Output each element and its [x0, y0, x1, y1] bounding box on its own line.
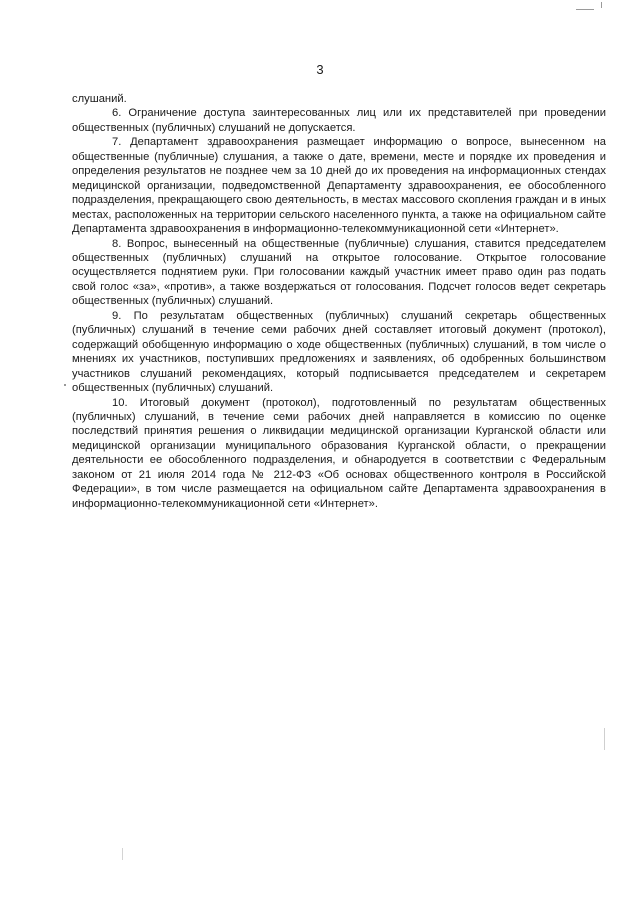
paragraph-item-8: 8. Вопрос, вынесенный на общественные (публичные) слушания, ставится председателем общественных (публичных) слушаний на открытое голосование. Открытое голосование осуществляется поднятием руки. При голосовании каждый участник имеет право один раз подать свой голос «за», «против», а также воздержаться от голосования. Подсчет голосов ведет секретарь общественных (публичных) слушаний.: [72, 237, 606, 308]
scan-artifact-dot: [64, 384, 66, 386]
paragraph-item-6: 6. Ограничение доступа заинтересованных лиц или их представителей при проведении общественных (публичных) слушаний не допускается.: [72, 107, 606, 134]
paragraph-item-7: 7. Департамент здравоохранения размещает информацию о вопросе, вынесенном на общественные (публичные) слушания, а также о дате, времени, месте и порядке их проведения и определения результатов не позднее чем за 10 дней до их проведения на информационных стендах медицинской организации, подведомственной Департаменту здравоохранения, ее обособленного подразделения, прекращающего свою деятельность, в местах массового скопления граждан и в иных местах, расположенных на территории сельского населенного пункта, а также на официальном сайте Департамента здравоохранения в информационно-телекоммуникационной сети «Интернет».: [72, 136, 606, 236]
document-body: [72, 92, 606, 511]
scan-artifact-tick: [601, 2, 602, 8]
scan-artifact-edge-line: [604, 728, 605, 750]
paragraph-continuation: слушаний.: [72, 93, 127, 105]
page-number: 3: [316, 62, 324, 77]
scan-artifact-bottom-line: [122, 848, 123, 860]
scan-artifact-dash: [576, 9, 594, 10]
paragraph-item-9: 9. По результатам общественных (публичных) слушаний секретарь общественных (публичных) слушаний в течение семи рабочих дней составляет итоговый документ (протокол), содержащий обобщенную информацию о ходе общественных (публичных) слушаний, в том числе о мнениях их участников, поступивших предложениях и заявлениях, об одобренных большинством участников слушаний рекомендациях, который подписывается председателем и секретарем общественных (публичных) слушаний.: [72, 309, 606, 395]
paragraph-item-10: 10. Итоговый документ (протокол), подготовленный по результатам общественных (публичных) слушаний, в течение семи рабочих дней направляется в комиссию по оценке последствий принятия решения о ликвидации медицинской организации Курганской области или медицинской организации муниципального образования Курганской области, о прекращении деятельности ее обособленного подразделения, и обнародуется в соответствии с Федеральным законом от 21 июля 2014 года № 212-ФЗ «Об основах общественного контроля в Российской Федерации», в том числе размещается на официальном сайте Департамента здравоохранения в информационно-телекоммуникационной сети «Интернет».: [72, 396, 606, 510]
